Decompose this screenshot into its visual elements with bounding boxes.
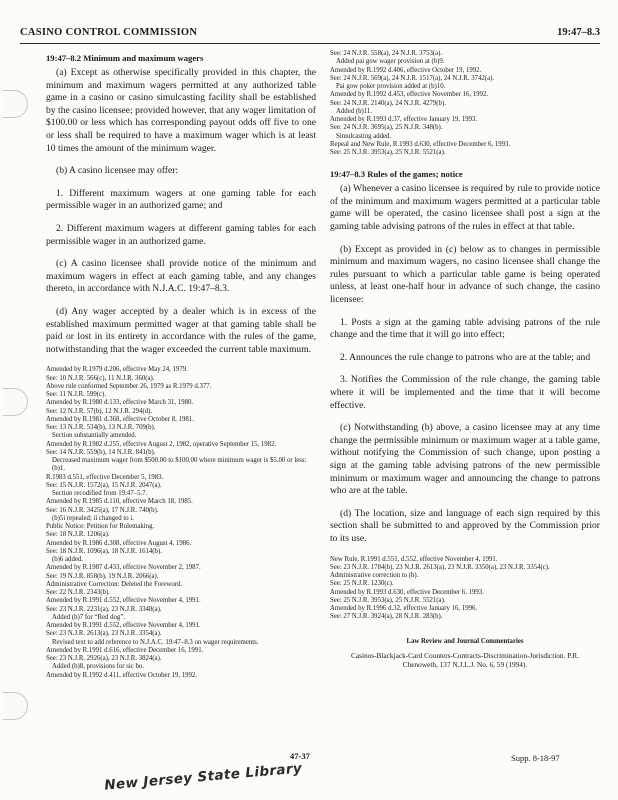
running-header [20,25,600,44]
history-line: Amended by R.1982 d.255, effective August 2, 1982, operative September 15, 1982. [46,440,277,448]
history-line: Public Notice: Petition for Rulemaking. [46,523,155,531]
list-item: 2. Announces the rule change to patrons who are at the table; and [340,351,591,363]
history-line: See: 10 N.J.R. 566(c), 11 N.J.R. 360(a). [46,374,155,382]
history-line: Pai gow poker provision added at (b)10. [336,83,446,90]
history-line: See: 24 N.J.R. 2140(a), 24 N.J.R. 4279(b). [330,99,446,107]
history-line: See: 23 N.J.R. 2926(a), 23 N.J.R. 3824(a). [46,655,162,663]
history-line: Amended by R.1981 d.368, effective October 8, 1981. [46,415,194,423]
history-line: Administrative Correction: Deleted the Foreword. [46,580,183,588]
history-line: Amended by R.1986 d.308, effective August 4, 1986. [46,539,192,547]
history-line: See: 24 N.J.R. 569(a), 24 N.J.R. 1517(a), 24 N.J.R. 3742(a). [330,74,495,82]
history-line: See: 27 N.J.R. 3924(a), 28 N.J.R. 283(b). [330,613,443,621]
history-line: Amended by R.1980 d.133, effective March 31, 1980. [46,399,194,407]
history-line: Amended by R.1996 d.32, effective January 16, 1996. [330,605,478,612]
history-line: See: 25 N.J.R. 3953(a), 25 N.J.R. 5521(a). [330,149,446,156]
history-line: Amended by R.1991 d.552, effective November 4, 1991. [46,597,201,605]
history-line: See: 14 N.J.R. 559(b), 14 N.J.R. 841(b). [46,448,156,456]
punch-hole [3,90,28,118]
history-line: Amended by R.1991 d.616, effective December 16, 1991. [46,646,204,654]
history-line: See: 11 N.J.R. 599(c). [46,391,106,399]
history-line: See: 25 N.J.R. 1230(c). [330,580,394,588]
law-review-entry: Casinos-Blackjack-Card Counters-Contracts-Discrimination-Jurisdiction. P.R. Chenoweth, 137 N.J.L.J. No. 6, 59 (1994). [351,650,579,669]
list-item: 3. Notifies the Commission of the rule change, the gaming table where it will be implemented and the time that it will become effective. [330,374,600,411]
list-item: 1. Different maximum wagers at one gaming table for each permissible wager in an authorized game; and [46,187,316,212]
history-line: See: 25 N.J.R. 3953(a), 25 N.J.R. 5521(a). [330,596,446,604]
history-line: See: 13 N.J.R. 534(b), 13 N.J.R. 709(b). [46,424,156,432]
supplement-date: Supp. 8-18-97 [511,753,560,763]
history-line: (b)5i repealed; ii changed to i. [52,514,134,522]
paragraph-a: (a) Except as otherwise specifically provided in this chapter, the minimum and maximum wagers permitted at any authorized table game in a casino or casino simulcasting facility shall be established by the casino licensee; provided however, that any wager limitation of $100.00 or less which has corresponding payout odds off five to one or less shall be required to have a maximum wager which is at least 10 times the amount of the minimum wager. [46,67,316,154]
history-line: See: 22 N.J.R. 2343(b). [46,589,110,597]
history-line: (b)6 added. [52,556,83,564]
history-line: Added (b)11. [336,107,372,115]
history-line: Amended by R.1993 d.37, effective January 19, 1993. [330,116,478,123]
history-line: See: 23 N.J.R. 2231(a), 23 N.J.R. 3348(a). [46,605,162,613]
history-notes [330,556,600,622]
header-section-number: 19:47–8.3 [557,27,600,38]
history-line: Added (b)8, provisions for sic bo. [52,663,144,671]
history-notes [46,366,316,680]
history-line: Amended by R.1987 d.433, effective November 2, 1987. [46,564,201,572]
history-line: See: 24 N.J.R. 3695(a), 25 N.J.R. 348(b). [330,124,443,132]
history-line: Repeal and New Rule, R.1993 d.630, effective December 6, 1993. [330,140,511,148]
history-line: Amended by R.1992 d.453, effective November 16, 1992. [330,91,489,99]
paragraph-c: (c) A casino licensee shall provide notice of the minimum and maximum wagers in effect at each gaming table, and any changes thereto, in accordance with N.J.A.C. 19:47–8.3. [46,258,316,295]
paragraph-b: (b) A casino licensee may offer: [56,165,179,177]
law-review-heading: Law Review and Journal Commentaries [406,637,524,645]
history-line: Amended by R.1979 d.206, effective May 24, 1979. [46,366,188,374]
history-line: See: 19 N.J.R. 858(b), 19 N.J.R. 2066(a). [46,572,159,580]
paragraph-b: (b) Except as provided in (c) below as to changes in permissible minimum and maximum wagers, no casino licensee shall change the rules pursuant to which a particular table game is being operated unless, at least one-half hour in advance of such change, the casino licensee: [330,243,600,305]
history-notes [330,50,600,157]
punch-hole [3,692,28,720]
history-line: See: 23 N.J.R. 1784(b), 23 N.J.R. 2613(a), 23 N.J.R. 3350(a), 23 N.J.R. 3354(c). [330,563,550,571]
history-line: See: 12 N.J.R. 57(b), 12 N.J.R. 294(d). [46,407,153,415]
history-line: See: 23 N.J.R. 2613(a), 23 N.J.R. 3354(a). [46,630,162,638]
history-line: Added pai gow wager provision at (b)9. [336,58,445,66]
list-item: 1. Posts a sign at the gaming table advising patrons of the rule change and the time that it will go into effect; [330,316,600,341]
history-line: Section substantially amended. [52,432,137,440]
header-title: CASINO CONTROL COMMISSION [20,27,198,38]
history-line: Simulcasting added. [336,132,392,140]
history-line: Revised text to add reference to N.J.A.C. 19:47–8.3 on wager requirements. [52,638,259,646]
page-number: 47-37 [290,751,310,761]
paragraph-a: (a) Whenever a casino licensee is required by rule to provide notice of the minimum and maximum wagers permitted at a particular table game will be operated, the casino licensee shall post a sign at the gaming table advising patrons of the rules in effect at that table. [330,183,600,233]
history-line: See: 24 N.J.R. 558(a), 24 N.J.R. 3753(a). [330,50,443,57]
history-line: R.1983 d.551, effective December 5, 1983. [46,473,164,481]
history-line: Administrative correction to (b). [330,572,419,579]
left-column [46,50,316,680]
history-line: Above rule conformed September 26, 1979 as R.1979 d.377. [46,382,212,390]
history-line: Amended by R.1991 d.552, effective November 4, 1991. [46,622,201,630]
history-line: See: 18 N.J.R. 1206(a). [46,531,110,539]
history-line: See: 16 N.J.R. 3425(a), 17 N.J.R. 740(b). [46,506,159,514]
library-stamp: New Jersey State Library [103,760,303,794]
list-item: 2. Different maximum wagers at different gaming tables for each permissible wager in an authorized game. [46,222,316,247]
history-line: Added (b)7 for “Red dog”. [52,613,126,621]
history-line: See: 18 N.J.R. 1096(a), 18 N.J.R. 1614(b). [46,547,162,555]
punch-hole [3,388,28,416]
paragraph-d: (d) The location, size and language of each sign required by this section shall be submitted to and approved by the Commission prior to its use. [330,507,600,544]
history-line: Amended by R.1992 d.406, effective October 19, 1992. [330,66,482,74]
history-line: Decreased maximum wager from $500.00 to $100.00 where minimum wager is $5.00 or less: (b)1. [52,457,307,473]
right-column [330,50,600,669]
history-line: New Rule, R.1991 d.551, d.552, effective November 4, 1991. [330,555,498,563]
history-line: Amended by R.1992 d.411, effective October 19, 1992. [46,671,198,679]
section-title: 19:47–8.2 Minimum and maximum wagers [46,53,204,63]
paragraph-d: (d) Any wager accepted by a dealer which is in excess of the established maximum permitted wager at that gaming table shall be paid or lost in its entirety in accordance with the rules of the game, notwithstanding that the wager exceeded the current table maximum. [46,305,316,355]
history-line: Amended by R.1985 d.110, effective March 18, 1985. [46,498,193,506]
paragraph-c: (c) Notwithstanding (b) above, a casino licensee may at any time change the permissible minimum or maximum wager at a table game, without notifying the Commission of such change, upon posting a sign at the gaming table advising patrons of the new permissible minimum or maximum wager and announcing the change to patrons who are at the table. [330,422,600,497]
history-line: See: 15 N.J.R. 1572(a), 15 N.J.R. 2047(a). [46,481,162,489]
section-title: 19:47–8.3 Rules of the games; notice [330,169,463,180]
history-line: Amended by R.1993 d.630, effective December 6, 1993. [330,588,484,596]
history-line: Section recodified from 19:47–5.7. [52,490,148,498]
